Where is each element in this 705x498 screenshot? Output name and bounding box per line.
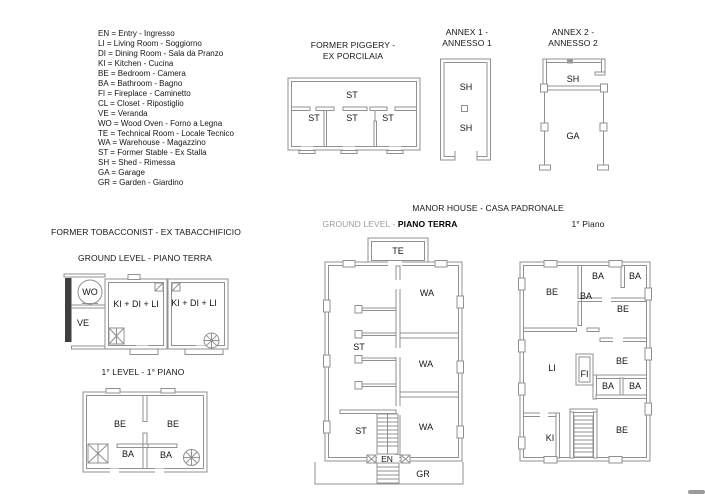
legend-item: GR = Garden - Giardino	[98, 178, 184, 188]
legend-item: EN = Entry - Ingresso	[98, 29, 175, 38]
tobacconist-ground-floor-plan	[60, 270, 238, 362]
room-label: GR	[416, 469, 430, 479]
annex2-floor-plan	[536, 57, 612, 177]
room-label: KI + DI + LI	[113, 299, 159, 309]
exterior-steps	[377, 463, 399, 483]
legend-item: GA = Garage	[98, 168, 145, 178]
legend-item: SH = Shed - Rimessa	[98, 158, 176, 168]
room-label: WA	[419, 288, 435, 298]
room-label: ST	[382, 113, 394, 123]
staircase	[377, 414, 398, 454]
manor-level1-title: 1° Piano	[571, 219, 605, 229]
room-label: ST	[353, 342, 365, 352]
legend-item: CL = Closet - Ripostiglio	[98, 98, 184, 108]
room-label: LI	[548, 363, 556, 373]
chimney-mark	[161, 389, 175, 394]
room-label: EN	[381, 454, 393, 464]
piggery-title	[311, 40, 395, 61]
legend-item: LI = Living Room - Soggiorno	[98, 38, 202, 48]
room-label: BE	[113, 419, 127, 429]
room-label: KI + DI + LI	[171, 298, 217, 308]
chimney-mark	[106, 389, 120, 394]
spiral-staircase	[184, 450, 200, 466]
room-label: SH	[459, 123, 473, 133]
legend-item: WO = Wood Oven - Forno a Legna	[98, 118, 223, 128]
legend-item: VE = Veranda	[98, 108, 148, 118]
walls	[441, 59, 491, 162]
room-label: BA	[579, 291, 593, 301]
room-label: BE	[615, 425, 629, 435]
room-label: VE	[76, 318, 90, 328]
manor-level1-floor-plan	[516, 253, 654, 467]
room-label: WA	[418, 422, 434, 432]
room-label: BA	[591, 271, 605, 281]
room-label: BA	[159, 450, 173, 460]
room-label: BA	[601, 381, 615, 391]
staircase	[109, 328, 124, 344]
room-label: BE	[616, 304, 630, 314]
tobacconist-level1-title: 1° LEVEL - 1° PIANO	[101, 367, 185, 377]
manor-title: MANOR HOUSE - CASA PADRONALE	[412, 203, 564, 213]
manor-ground-title-right: PIANO TERRA	[397, 219, 458, 229]
room-label: KI	[545, 433, 555, 443]
legend-item: DI = Dining Room - Sala da Pranzo	[98, 48, 224, 58]
room-label: FI	[580, 369, 589, 379]
legend-item: BA = Bathroom - Bagno	[98, 78, 183, 88]
piggery-floor-plan	[286, 76, 422, 154]
room-label: WO	[82, 287, 98, 297]
room-label: BE	[166, 419, 180, 429]
legend-item: KI = Kitchen - Cucina	[98, 58, 174, 68]
annex1-title-line1: ANNEX 1 -	[445, 27, 489, 37]
tobacconist-ground-title: GROUND LEVEL - PIANO TERRA	[78, 253, 212, 263]
room-label: WA	[418, 359, 434, 369]
entry-steps	[130, 349, 158, 355]
room-label: BE	[615, 356, 629, 366]
room-label: ST	[346, 113, 358, 123]
annex1-title	[442, 27, 492, 48]
legend-item: BE = Bedroom - Camera	[98, 68, 186, 78]
manor-ground-floor-plan	[313, 236, 465, 488]
annex1-title-line2: ANNESSO 1	[442, 37, 492, 48]
room-label: ST	[308, 113, 320, 123]
room-label: BA	[121, 449, 135, 459]
chimney-mark	[128, 275, 140, 280]
piggery-title-line1: FORMER PIGGERY -	[310, 40, 396, 50]
annex1-floor-plan	[438, 57, 494, 163]
staircase	[88, 444, 108, 463]
annex2-title-line1: ANNEX 2 -	[551, 27, 595, 37]
entry-steps	[185, 349, 223, 355]
room-label: TE	[392, 246, 404, 256]
horizontal-scrollbar[interactable]	[688, 490, 705, 494]
staircase	[574, 416, 593, 457]
room-label: BA	[628, 271, 642, 281]
room-label: SH	[459, 82, 473, 92]
legend-item: ST = Former Stable - Ex Stalla	[98, 148, 207, 158]
room-label: ST	[346, 90, 358, 100]
room-abbreviation-legend	[98, 29, 234, 188]
tobacconist-title: FORMER TOBACCONIST - EX TABACCHIFICIO	[51, 227, 241, 237]
manor-ground-title-left: GROUND LEVEL -	[322, 219, 398, 229]
legend-item: TE = Technical Room - Locale Tecnico	[98, 128, 234, 138]
legend-item: WA = Warehouse - Magazzino	[98, 138, 206, 148]
room-label: BA	[628, 381, 642, 391]
manor-ground-title	[322, 219, 457, 230]
room-label: SH	[566, 74, 580, 84]
spiral-staircase	[204, 333, 219, 348]
room-label: GA	[566, 131, 580, 141]
masonry-wall	[65, 278, 72, 342]
legend-item: FI = Fireplace - Caminetto	[98, 88, 191, 98]
room-label: ST	[355, 426, 367, 436]
annex2-title	[548, 27, 598, 48]
room-label: BE	[545, 287, 559, 297]
piggery-title-line2: EX PORCILAIA	[322, 50, 384, 61]
tobacconist-level1-floor-plan	[81, 388, 209, 476]
annex2-title-line2: ANNESSO 2	[548, 37, 598, 48]
